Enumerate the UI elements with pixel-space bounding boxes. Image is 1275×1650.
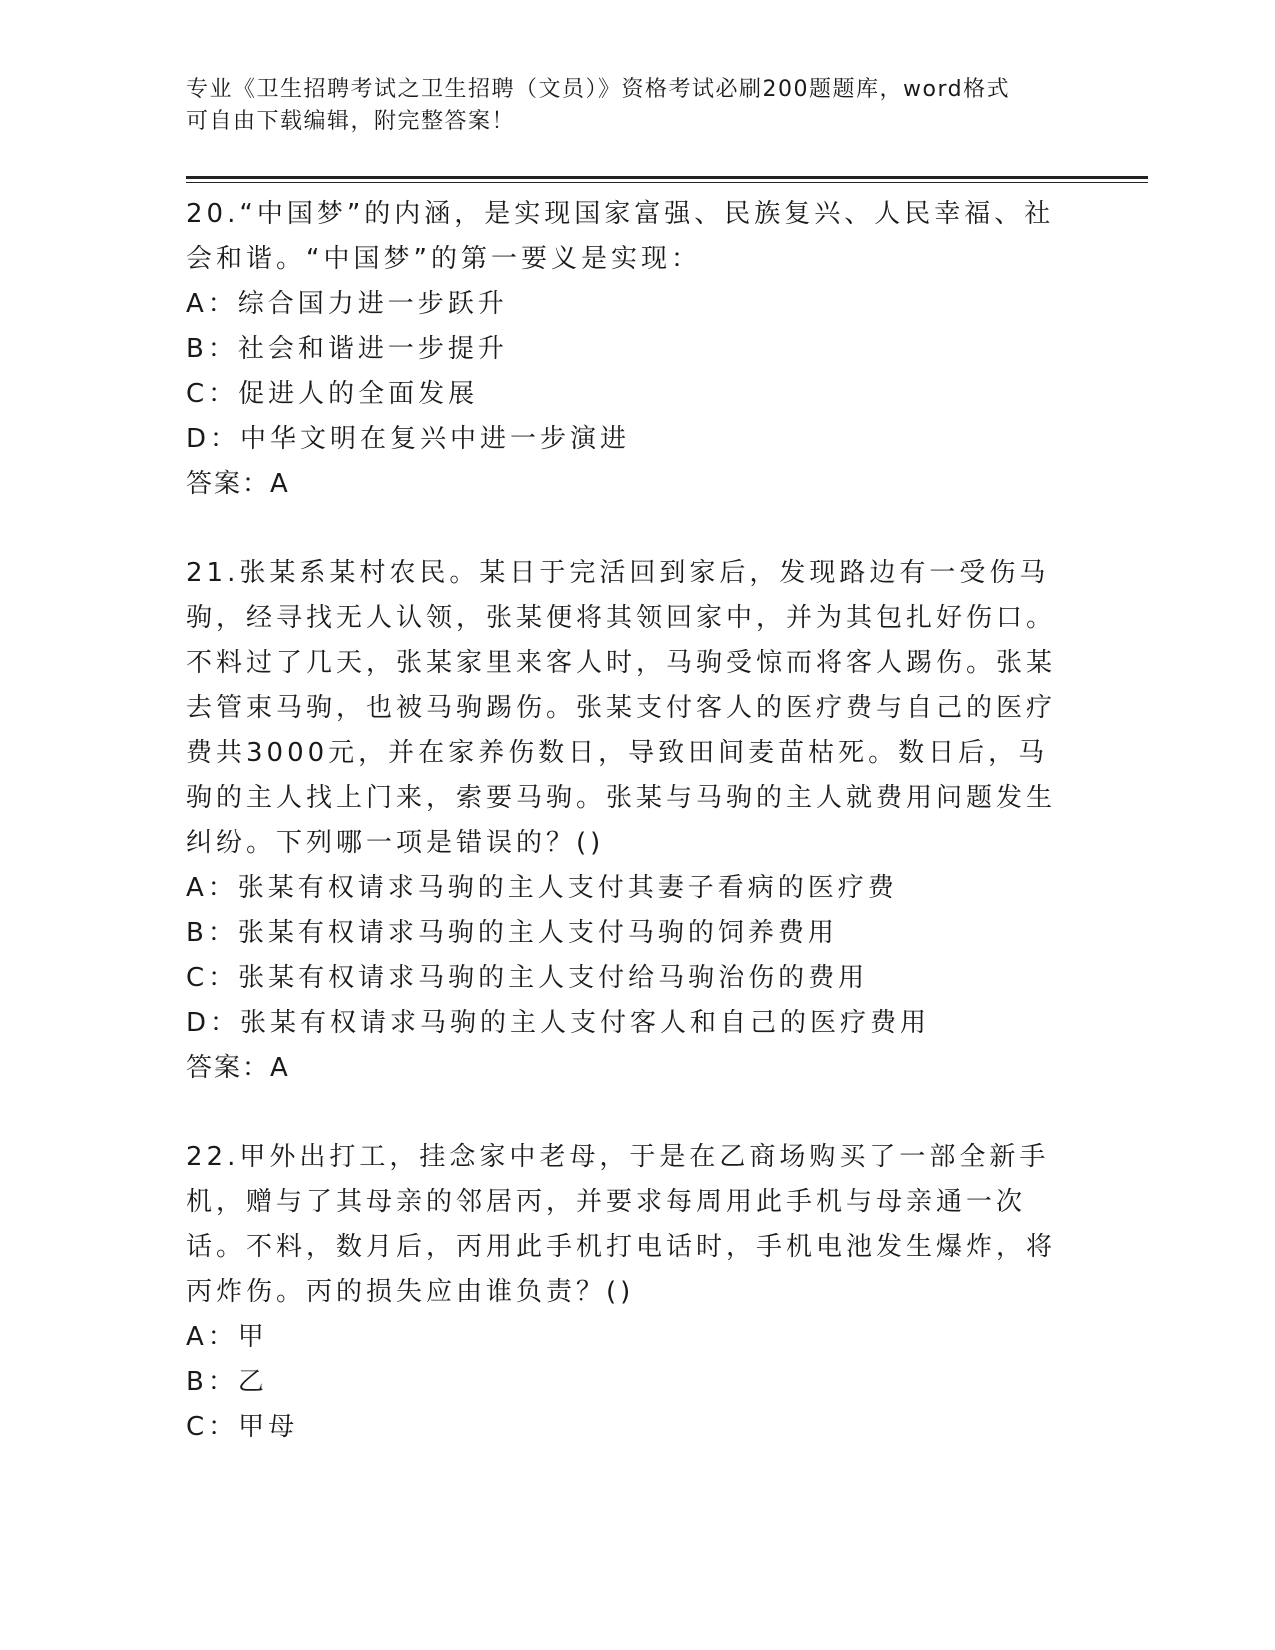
question-stem: 21.张某系某村农民。某日于完活回到家后，发现路边有一受伤马驹，经寻找无人认领，张某便将其领回家中，并为其包扎好伤口。不料过了几天，张某家里来客人时，马驹受惊而将客人踢伤。张某去管束马驹，也被马驹踢伤。张某支付客人的医疗费与自己的医疗费共3000元，并在家养伤数日，导致田间麦苗枯死。数日后，马驹的主人找上门来，索要马驹。张某与马驹的主人就费用问题发生纠纷。下列哪一项是错误的？() [186,558,1057,858]
option-d: D：中华文明在复兴中进一步演进 [186,424,631,454]
header-line-2: 可自由下载编辑，附完整答案！ [186,109,516,134]
question-21 [186,551,1066,1091]
option-c: C：促进人的全面发展 [186,379,479,409]
option-c: C：张某有权请求马驹的主人支付给马驹治伤的费用 [186,963,869,993]
option-b: B：张某有权请求马驹的主人支付马驹的饲养费用 [186,918,838,948]
option-a: A：综合国力进一步跃升 [186,289,508,319]
option-a: A：甲 [186,1322,268,1352]
header-divider-thick [186,176,1148,179]
answer-line: 答案：A [186,1053,290,1083]
question-20 [186,192,1066,507]
option-b: B：社会和谐进一步提升 [186,334,508,364]
header-divider-thin [186,182,1148,183]
question-stem: 20.“中国梦”的内涵，是实现国家富强、民族复兴、人民幸福、社会和谐。“中国梦”的第一要义是实现： [186,199,1055,274]
question-22 [186,1135,1066,1450]
document-header [186,74,1066,138]
option-c: C：甲母 [186,1412,299,1442]
question-list [186,192,1066,1494]
answer-line: 答案：A [186,469,290,499]
option-b: B：乙 [186,1367,268,1397]
option-d: D：张某有权请求马驹的主人支付客人和自己的医疗费用 [186,1008,931,1038]
question-stem: 22.甲外出打工，挂念家中老母，于是在乙商场购买了一部全新手机，赠与了其母亲的邻居丙，并要求每周用此手机与母亲通一次话。不料，数月后，丙用此手机打电话时，手机电池发生爆炸，将丙炸伤。丙的损失应由谁负责？() [186,1142,1057,1307]
option-a: A：张某有权请求马驹的主人支付其妻子看病的医疗费 [186,873,898,903]
header-line-1: 专业《卫生招聘考试之卫生招聘（文员）》资格考试必刷200题题库，word格式 [186,77,1011,102]
